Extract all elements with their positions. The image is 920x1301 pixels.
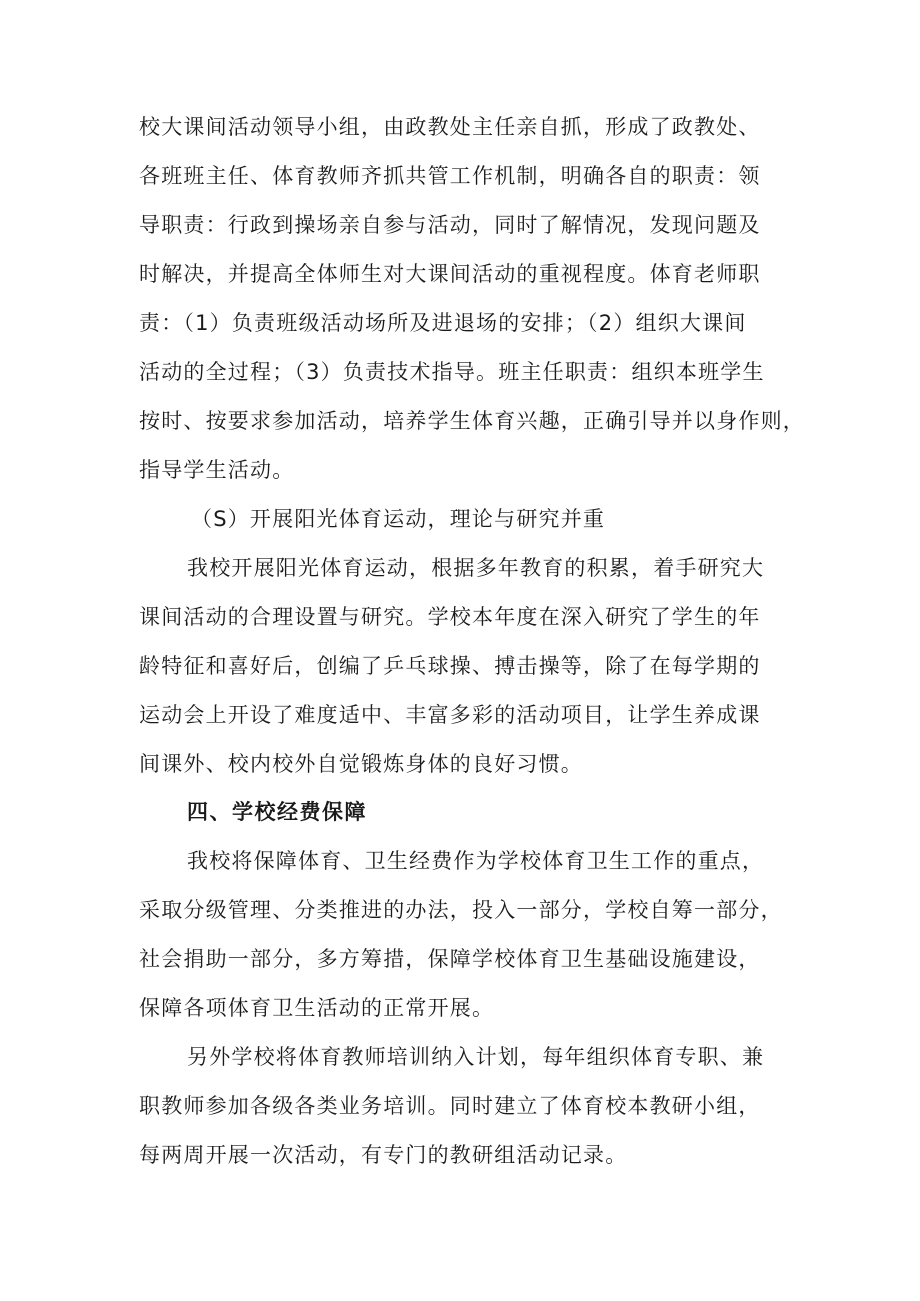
- text-line: 指导学生活动。: [139, 458, 295, 482]
- text-line: 导职责：行政到操场亲自参与活动，同时了解情况，发现问题及: [139, 213, 761, 237]
- text-line: 另外学校将体育教师培训纳入计划，每年组织体育专职、兼: [187, 1045, 765, 1069]
- subheading-sunshine-sports: （S）开展阳光体育运动，理论与研究并重: [191, 507, 606, 531]
- text-line: 采取分级管理、分类推进的办法，投入一部分，学校自筹一部分，: [139, 898, 783, 922]
- text-line: 校大课间活动领导小组，由政教处主任亲自抓，形成了政教处、: [139, 115, 761, 139]
- text-line: 责：（1）负责班级活动场所及进退场的安排；（2）组织大课间: [139, 311, 747, 335]
- text-line: 社会捐助一部分，多方筹措，保障学校体育卫生基础设施建设，: [139, 947, 761, 971]
- text-line: 龄特征和喜好后，创编了乒乓球操、搏击操等，除了在每学期的: [139, 654, 761, 678]
- text-line: 活动的全过程；（3）负责技术指导。班主任职责：组织本班学生: [139, 360, 765, 384]
- text-line: 运动会上开设了难度适中、丰富多彩的活动项目，让学生养成课: [139, 703, 761, 727]
- text-line: 按时、按要求参加活动，培养学生体育兴趣，正确引导并以身作则，: [139, 409, 805, 433]
- section-heading-funding: 四、学校经费保障: [187, 800, 367, 824]
- text-line: 我校开展阳光体育运动，根据多年教育的积累，着手研究大: [187, 556, 765, 580]
- text-line: 保障各项体育卫生活动的正常开展。: [139, 996, 495, 1020]
- text-line: 各班班主任、体育教师齐抓共管工作机制，明确各自的职责：领: [139, 164, 761, 188]
- text-line: 职教师参加各级各类业务培训。同时建立了体育校本教研小组，: [139, 1094, 761, 1118]
- text-line: 间课外、校内校外自觉锻炼身体的良好习惯。: [139, 752, 583, 776]
- text-line: 时解决，并提高全体师生对大课间活动的重视程度。体育老师职: [139, 262, 761, 286]
- text-line: 课间活动的合理设置与研究。学校本年度在深入研究了学生的年: [139, 605, 761, 629]
- text-line: 我校将保障体育、卫生经费作为学校体育卫生工作的重点，: [187, 849, 765, 873]
- text-line: 每两周开展一次活动，有专门的教研组活动记录。: [139, 1143, 628, 1167]
